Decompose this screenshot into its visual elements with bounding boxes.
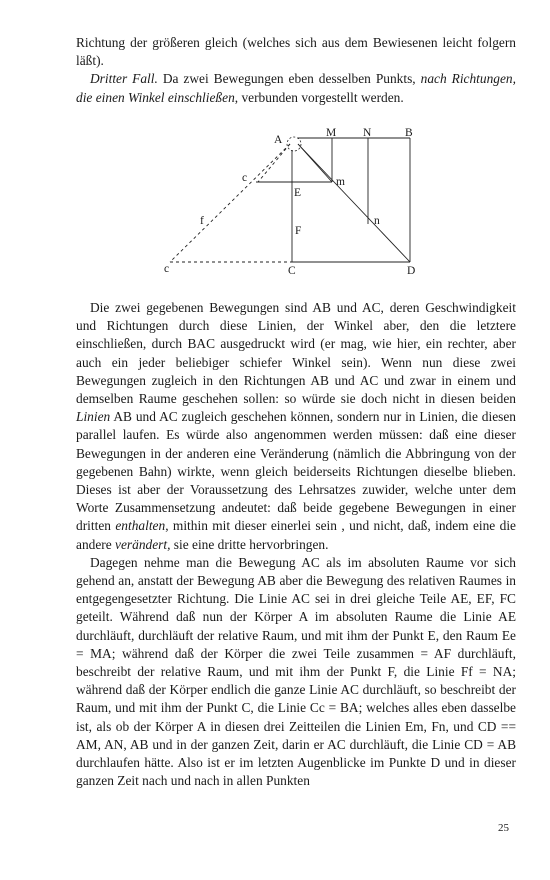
case-heading: Dritter Fall. xyxy=(90,71,158,87)
dashed-line-ae xyxy=(258,144,290,182)
page-number: 25 xyxy=(498,822,509,834)
lower-text xyxy=(76,299,516,790)
geometry-figure xyxy=(160,128,430,288)
emphasis: enthalten xyxy=(115,518,166,534)
label-a: A xyxy=(274,134,283,146)
emphasis: verändert, xyxy=(115,536,171,552)
label-f: F xyxy=(295,225,302,237)
label-m-lower: m xyxy=(336,176,345,188)
paragraph-relative-space: Dagegen nehme man die Bewegung AC als im absoluten Raume vor sich gehend an, anstatt der Bewegung AB aber die Bewegung des relativen Raumes in entgegengesetzter Richtung. Die Linie AC sei in drei gleiche Teile AE, EF, FC geteilt. Während daß nun der Körper A im absoluten Raume die Linie AE durchläuft, durchläuft der relative Raum, und mit ihm der Punkt E, den Raum Ee = MA; während daß der Körper die zwei Teile zusammen = AF durchläuft, beschreibt der relative Raum, und mit ihm der Punkt F, die Linie Ff = NA; während daß der Körper endlich die ganze Linie AC durchläuft, so beschreibt der Raum, und mit ihm der Punkt C, die Linie Cc = BA; welches alles eben dasselbe ist, als ob der Körper A in diesen drei Zeitteilen die Linien Em, Fn, und CD == AM, AN, AB und in der ganzen Zeit, darin er AC durchläuft, die Linie CD = AB durchlaufen hätte. Also ist er im letzten Augenblicke im Punkte D und in dieser ganzen Zeit nach und nach in allen Punkten xyxy=(76,554,516,789)
text-run: , mithin mit dieser einerlei sein , und nicht, daß, indem eine die andere xyxy=(76,518,516,552)
emphasis: Linien xyxy=(76,409,111,425)
text-run: Die zwei gegebenen Bewegungen sind AB und AC, deren Geschwindigkeit und Richtungen durch diese Linien, der Winkel aber, den die letztere einschließen, durch BAC ausgedruckt wird (er mag, wie hier, ein rechter, aber auch ein jeder beliebiger schiefer Winkel sein). Wenn nun diese zwei Bewegungen zugleich in den Richtungen AB und AC und zwar in einem und demselben Raume geschehen sollen: so würde sie doch nicht in diesen beiden xyxy=(76,300,516,407)
label-d: D xyxy=(407,265,416,277)
label-m: M xyxy=(326,127,337,139)
paragraph-continuation: Richtung der größeren gleich (welches sich aus dem Bewiesenen leicht folgern läßt). xyxy=(76,35,516,69)
label-e: E xyxy=(294,187,302,199)
line-am xyxy=(298,144,332,182)
paragraph-third-case xyxy=(76,70,516,106)
label-f-lower: f xyxy=(200,215,204,227)
label-n: N xyxy=(363,127,372,139)
emphasis: nach Richtungen, die einen Winkel einschließen xyxy=(76,71,516,105)
text-run: AB und AC zugleich geschehen können, sondern nur in Linien, die diesen parallel laufen. Es würde also angenommen werden müssen: daß eine dieser Bewegungen in der anderen eine Veränderung (nämlich die Abbringung von der gegebenen Bahn) wirkte, wenn gleich beiderseits Richtungen dieselbe blieben. Dieses ist aber der Voraussetzung des Lehrsatzes zuwider, welche unter dem Worte Zusammensetzung andeutet: daß beide gegebene Bewegungen in einer dritten xyxy=(76,409,516,534)
text-run: Da zwei Bewegungen eben desselben Punkts, xyxy=(157,71,421,87)
label-n-lower: n xyxy=(374,215,380,227)
label-b: B xyxy=(405,127,413,139)
text-run: sie eine dritte hervorbringen. xyxy=(170,536,329,552)
paragraph-given-motions xyxy=(76,299,516,554)
label-c-lower: c xyxy=(164,263,170,275)
upper-text xyxy=(76,34,516,107)
label-c-upper: c xyxy=(242,172,248,184)
label-c: C xyxy=(288,265,296,277)
point-a-marker xyxy=(287,137,301,151)
dashed-line-ac xyxy=(170,144,290,262)
line-ad xyxy=(298,144,410,262)
text-run: , verbunden vorgestellt werden. xyxy=(234,89,404,105)
figure-svg xyxy=(160,128,430,288)
